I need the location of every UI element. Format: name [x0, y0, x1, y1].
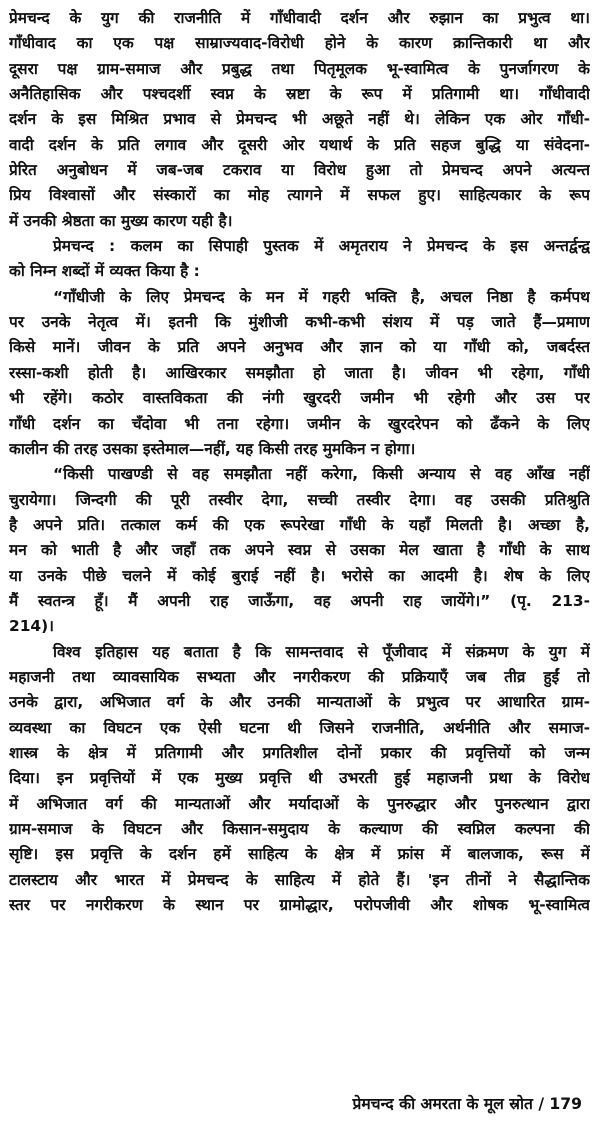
quote-line: या उनके पीछे चलने में कोई बुराई नहीं है। भरोसे का आदमी है। शेष के लिए: [9, 566, 590, 585]
text-line: को निम्न शब्दों में व्यक्त किया है :: [9, 262, 200, 281]
text-line: स्तर पर नगरीकरण के स्थान पर ग्रामोद्धार, परोपजीवी और शोषक भू-स्वामित्व: [9, 896, 590, 915]
text-line: प्रेमचन्द के युग की राजनीति में गाँधीवादी दर्शन और रुझान का प्रभुत्व था।: [9, 9, 590, 27]
text-line: सृष्टि। इस प्रवृत्ति के दर्शन हमें साहित्य के क्षेत्र में फ्रांस में बालजाक, रूस में: [9, 845, 590, 864]
quote-line: मन को भाती है और जहाँ तक अपने स्वप्न से उसका मेल खाता है गाँधी के साथ: [9, 541, 590, 560]
quote-line: 214)।: [9, 617, 54, 636]
text-line: महाजनी तथा व्यावसायिक सभ्यता और नगरीकरण की प्रक्रियाएँ जब तीव्र हुईं तो: [9, 667, 590, 686]
text-line: प्रेरित अनुबोधन में जब-जब टकराव या विरोध हुआ तो प्रेमचन्द अपने अत्यन्त: [9, 161, 590, 180]
text-line: उनके द्वारा, अभिजात वर्ग के और उनकी मान्यताओं के प्रभुत्व पर आधारित ग्राम-: [9, 693, 590, 712]
quote-line: गाँधी दर्शन का चँदोवा भी तना रहेगा। जमीन के खुरदरेपन को ढँकने के लिए: [9, 414, 590, 433]
quote-line: किसे मानें। जीवन के प्रति अपने अनुभव और ज्ञान को या गाँधी को, जबर्दस्त: [9, 338, 590, 357]
text-line: गाँधीवाद का एक पक्ष साम्राज्यवाद-विरोधी होने के कारण क्रान्तिकारी था और: [9, 34, 590, 53]
text-line: अनैतिहासिक और पश्चदर्शी स्वप्न के स्रष्टा के रूप में प्रतिगामी था। गाँधीवादी: [9, 85, 590, 104]
text-line: प्रेमचन्द : कलम का सिपाही पुस्तक में अमृतराय ने प्रेमचन्द के इस अन्तर्द्वन्द्व: [53, 237, 590, 256]
text-line: वादी दर्शन के प्रति लगाव और दूसरी ओर यथार्थ के प्रति सहज बुद्धि या संवेदना-: [9, 135, 590, 154]
quote-line: रस्सा-कशी होती है। आखिरकार समझौता हो जाता है। जीवन भी रहेगा, गाँधी: [9, 363, 590, 382]
text-line: में उनकी श्रेष्ठता का मुख्य कारण यही है।: [9, 211, 233, 230]
quote-line: पर उनके नेतृत्व में। इतनी कि मुंशीजी कभी-कभी संशय में पड़ जाते हैं—प्रमाण: [9, 313, 590, 332]
text-line: प्रिय विश्वासों और संस्कारों का मोह त्यागने में सफल हुए। साहित्यकार के रूप: [9, 186, 590, 205]
text-line: व्यवस्था का विघटन एक ऐसी घटना थी जिसने राजनीति, अर्थनीति और समाज-: [9, 718, 590, 737]
text-line: दूसरा पक्ष ग्राम-समाज और प्रबुद्ध तथा पितृमूलक भू-स्वामित्व के पुनर्जागरण के: [9, 59, 590, 78]
text-line: शास्त्र के क्षेत्र में प्रतिगामी और प्रगतिशील दोनों प्रकार की प्रवृत्तियों को जन्म: [9, 743, 590, 762]
text-line: ग्राम-समाज के विघटन और किसान-समुदाय के कल्याण की स्वप्निल कल्पना की: [9, 820, 590, 838]
text-line: दर्शन के इस मिश्रित प्रभाव से प्रेमचन्द भी अछूते नहीं थे। लेकिन एक ओर गाँधी-: [9, 110, 590, 129]
running-footer: प्रेमचन्द की अमरता के मूल स्रोत / 179: [352, 1095, 582, 1113]
quote-line: “किसी पाखण्डी से वह समझौता नहीं करेगा, किसी अन्याय से वह आँख नहीं: [53, 465, 590, 484]
quote-line: “गाँधीजी के लिए प्रेमचन्द के मन में गहरी भक्ति है, अचल निष्ठा है कर्मपथ: [53, 287, 590, 306]
quote-line: मैं स्वतन्त्र हूँ। मैं अपनी राह जाऊँगा, वह अपनी राह जायेंगे।” (पृ. 213-: [9, 591, 590, 610]
quote-line: चुरायेगा। जिन्दगी की पूरी तस्वीर देगा, सच्ची तस्वीर देगा। वह उसकी प्रतिश्रुति: [9, 490, 590, 509]
quote-line: कालीन की तरह उसका इस्तेमाल—नहीं, यह किसी तरह मुमकिन न होगा।: [9, 439, 416, 458]
quote-line: भी रहेंगे। कठोर वास्तविकता की नंगी खुरदरी जमीन भी रहेगी और उस पर: [9, 389, 590, 408]
text-line: टालस्टाय और भारत में प्रेमचन्द के साहित्य में होते हैं। 'इन तीनों ने सैद्धान्तिक: [9, 870, 590, 889]
quote-line: है अपने प्रति। तत्काल कर्म की एक रूपरेखा गाँधी के यहाँ मिलती है। अच्छा है,: [9, 515, 590, 534]
text-line: विश्व इतिहास यह बताता है कि सामन्तवाद से पूँजीवाद में संक्रमण के युग में: [53, 642, 590, 661]
text-line: में अभिजात वर्ग की मान्यताओं और मर्यादाओं के पुनरुद्धार और पुनरुत्थान द्वारा: [9, 794, 590, 813]
text-line: दिया। इन प्रवृत्तियों में एक मुख्य प्रवृत्ति थी उभरती हुई महाजनी प्रथा के विरोध: [9, 769, 590, 788]
